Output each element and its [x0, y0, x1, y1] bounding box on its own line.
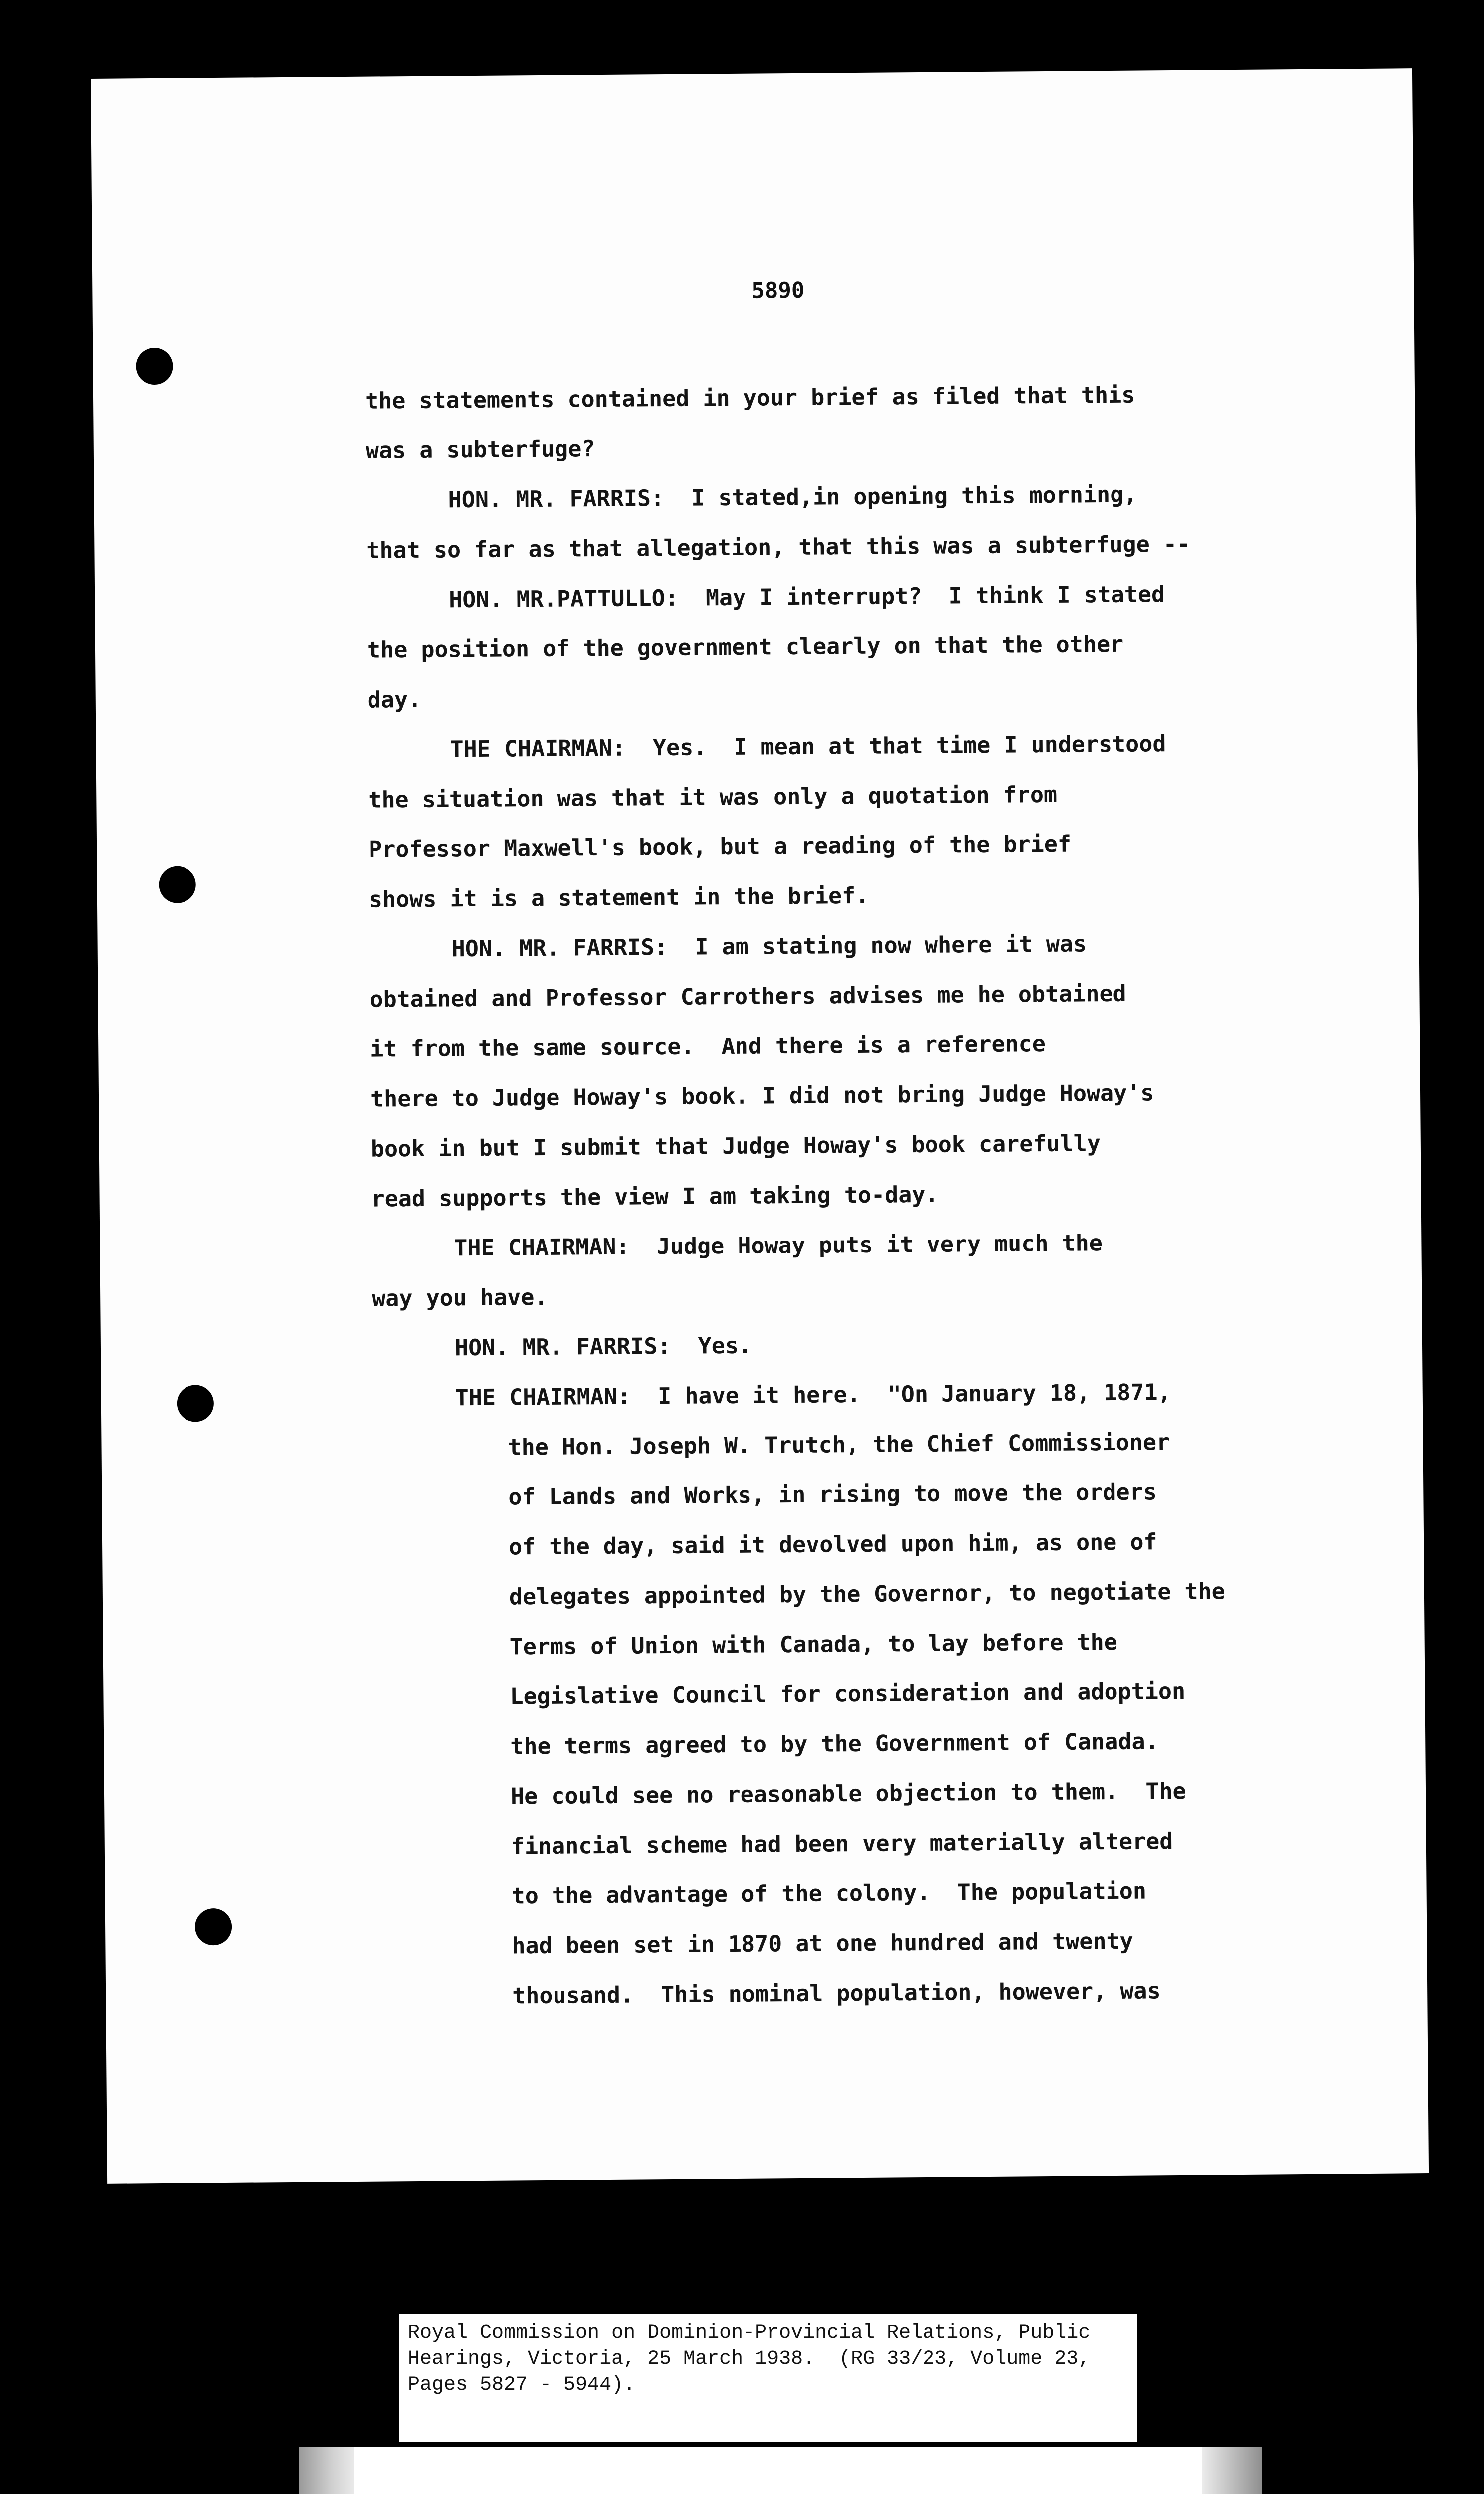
text-line: the position of the government clearly on that the other	[367, 630, 1124, 663]
text-line: obtained and Professor Carrothers advises me he obtained	[370, 980, 1126, 1013]
stamp-edge	[299, 2447, 354, 2494]
punch-hole	[195, 1908, 232, 1946]
speaker-line: HON. MR.PATTULLO: May I interrupt? I think I stated	[449, 581, 1165, 613]
text-line: that so far as that allegation, that this was a subterfuge --	[366, 530, 1191, 564]
text-line: read supports the view I am taking to-day.	[371, 1181, 939, 1212]
quote-line: Terms of Union with Canada, to lay before the	[509, 1628, 1118, 1660]
punch-hole	[159, 866, 196, 903]
punch-hole	[136, 348, 173, 385]
quote-line: to the advantage of the colony. The population	[511, 1877, 1147, 1909]
quote-line: of Lands and Works, in rising to move the orders	[508, 1478, 1157, 1510]
transcript-text	[365, 368, 1400, 2022]
quote-line: He could see no reasonable objection to them. The	[510, 1777, 1186, 1810]
text-line: day.	[367, 686, 422, 713]
speaker-line: HON. MR. FARRIS: Yes.	[454, 1332, 752, 1361]
text-line: was a subterfuge?	[365, 435, 595, 464]
text-line: it from the same source. And there is a reference	[370, 1031, 1046, 1062]
caption-line: Pages 5827 - 5944).	[408, 2374, 636, 2396]
quote-line: had been set in 1870 at one hundred and twenty	[512, 1927, 1133, 1959]
text-line: shows it is a statement in the brief.	[369, 882, 869, 913]
text-line: the statements contained in your brief as filed that this	[365, 381, 1135, 414]
text-line: the situation was that it was only a quotation from	[368, 781, 1058, 813]
caption-line: Hearings, Victoria, 25 March 1938. (RG 33/23, Volume 23,	[408, 2348, 1091, 2370]
speaker-line: HON. MR. FARRIS: I stated,in opening this morning,	[448, 481, 1137, 513]
speaker-line: THE CHAIRMAN: Yes. I mean at that time I understood	[450, 730, 1166, 763]
text-line: Professor Maxwell's book, but a reading of the brief	[368, 831, 1072, 863]
stamp-label	[354, 2447, 1202, 2494]
stamp-edge	[1202, 2447, 1262, 2494]
punch-hole	[177, 1385, 214, 1422]
quote-line: financial scheme had been very materially altered	[511, 1828, 1173, 1860]
document-page	[91, 68, 1429, 2184]
quote-line: Legislative Council for consideration and adoption	[510, 1677, 1186, 1710]
quote-line: of the day, said it devolved upon him, as one of	[508, 1528, 1157, 1560]
text-line: way you have.	[372, 1283, 548, 1312]
quote-line: thousand. This nominal population, however, was	[512, 1977, 1161, 2009]
archives-stamp	[299, 2447, 1262, 2494]
speaker-line: HON. MR. FARRIS: I am stating now where it was	[451, 930, 1087, 962]
caption-line: Royal Commission on Dominion-Provincial Relations, Public	[408, 2322, 1091, 2344]
quote-line: the Hon. Joseph W. Trutch, the Chief Commissioner	[508, 1429, 1170, 1460]
page-number: 5890	[751, 277, 805, 304]
quote-line: delegates appointed by the Governor, to negotiate the	[509, 1578, 1225, 1610]
archive-caption	[399, 2314, 1137, 2442]
speaker-line: THE CHAIRMAN: Judge Howay puts it very much the	[454, 1230, 1103, 1261]
speaker-line: THE CHAIRMAN: I have it here. "On January 18, 1871,	[455, 1379, 1171, 1411]
quote-line: the terms agreed to by the Government of Canada.	[510, 1728, 1159, 1760]
text-line: there to Judge Howay's book. I did not bring Judge Howay's	[370, 1079, 1154, 1112]
text-line: book in but I submit that Judge Howay's book carefully	[371, 1130, 1101, 1162]
